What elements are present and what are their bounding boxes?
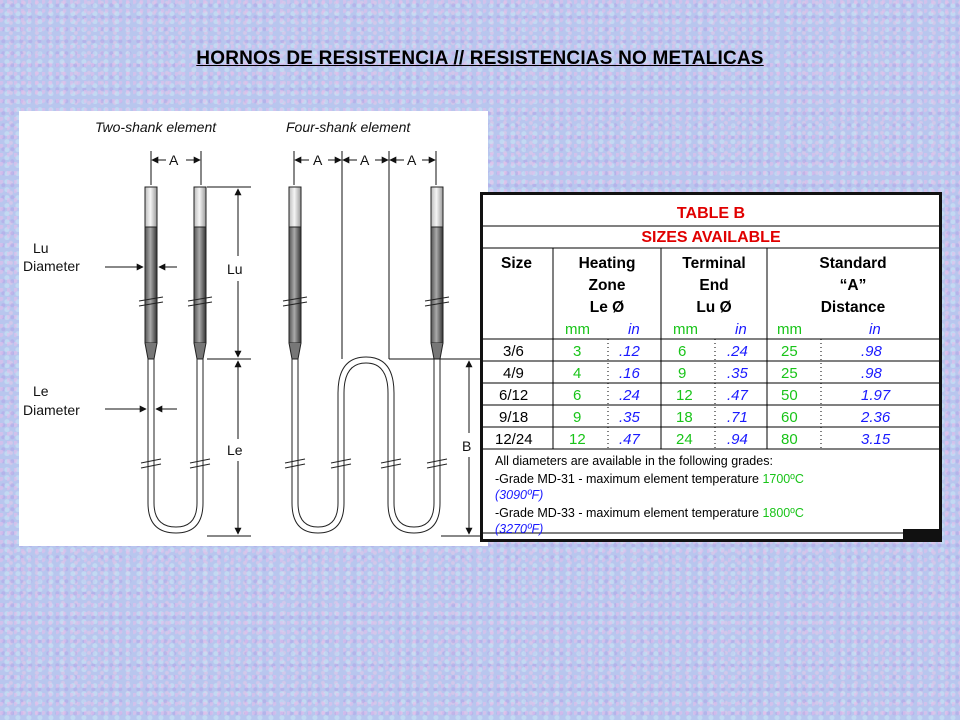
table-row-2: [503, 365, 883, 382]
col-heating-line2: Zone: [588, 277, 626, 294]
note-grade-1: [495, 472, 804, 486]
row-le-mm: 4: [573, 365, 582, 382]
dim-a-four-shank: [294, 151, 436, 359]
grade-1-fahrenheit: (3090ºF): [495, 488, 544, 502]
row-a-in: .98: [861, 343, 882, 360]
grade-2-fahrenheit: (3270ºF): [495, 522, 544, 536]
col-heating-line1: Heating: [578, 255, 636, 272]
note-grade-2: [495, 506, 804, 520]
col-size-header: Size: [501, 255, 533, 272]
col-standard-line1: Standard: [819, 255, 887, 272]
row-lu-mm: 12: [676, 387, 693, 404]
row-size: 3/6: [503, 343, 524, 360]
row-size: 6/12: [499, 387, 529, 404]
lu-diameter-line2: Diameter: [23, 258, 80, 274]
row-a-in: 3.15: [861, 431, 891, 448]
row-a-mm: 25: [781, 343, 798, 360]
unit-in-a: in: [869, 321, 881, 338]
row-lu-in: .71: [727, 409, 748, 426]
table-row-1: [503, 343, 883, 360]
row-le-mm: 3: [573, 343, 582, 360]
lu-diameter-line1: Lu: [33, 240, 49, 256]
row-lu-mm: 6: [678, 343, 687, 360]
dim-a-two-shank: [151, 151, 201, 185]
row-size: 12/24: [495, 431, 533, 448]
row-le-in: .12: [619, 343, 640, 360]
two-shank-label: Two-shank element: [95, 119, 217, 135]
col-standard-line3: Distance: [820, 299, 886, 316]
table-subtitle: SIZES AVAILABLE: [641, 229, 781, 246]
row-le-mm: 9: [573, 409, 582, 426]
four-shank-element: [283, 187, 449, 533]
lu-dimension-label: Lu: [227, 261, 243, 277]
slide-title: HORNOS DE RESISTENCIA // RESISTENCIAS NO METALICAS: [196, 48, 764, 69]
dim-a-label-2: A: [360, 152, 370, 168]
dim-a-label-3: A: [407, 152, 417, 168]
b-dimension-label: B: [462, 438, 472, 454]
col-heating-line3: Le Ø: [589, 299, 625, 316]
four-shank-label: Four-shank element: [286, 119, 411, 135]
grade-1-celsius: 1700ºC: [762, 472, 804, 486]
grade-2-text: -Grade MD-33 - maximum element temperature: [495, 506, 763, 520]
row-a-mm: 25: [781, 365, 798, 382]
dim-a-label: A: [169, 152, 179, 168]
table-row-5: [495, 431, 891, 448]
col-terminal-line3: Lu Ø: [696, 299, 732, 316]
table-row-3: [499, 387, 891, 404]
row-lu-in: .94: [727, 431, 748, 448]
col-terminal-line2: End: [699, 277, 729, 294]
unit-in-lu: in: [735, 321, 747, 338]
row-le-in: .16: [619, 365, 640, 382]
row-le-in: .47: [619, 431, 640, 448]
le-dimension-label: Le: [227, 442, 243, 458]
row-le-in: .24: [619, 387, 640, 404]
row-a-mm: 50: [781, 387, 798, 404]
row-lu-in: .24: [727, 343, 748, 360]
col-standard-line2: “A”: [839, 277, 867, 294]
le-diameter-line1: Le: [33, 383, 49, 399]
row-a-in: .98: [861, 365, 882, 382]
dim-a-label-1: A: [313, 152, 323, 168]
row-size: 9/18: [499, 409, 529, 426]
dim-b: [389, 359, 481, 536]
row-size: 4/9: [503, 365, 524, 382]
row-lu-mm: 18: [676, 409, 693, 426]
unit-mm-lu: mm: [673, 321, 698, 338]
table-row-4: [499, 409, 891, 426]
unit-in-le: in: [628, 321, 640, 338]
note-intro: All diameters are available in the following grades:: [495, 454, 773, 468]
grade-2-celsius: 1800ºC: [762, 506, 804, 520]
two-shank-element: [139, 187, 212, 533]
row-a-mm: 60: [781, 409, 798, 426]
le-diameter-line2: Diameter: [23, 402, 80, 418]
row-lu-in: .35: [727, 365, 748, 382]
row-a-in: 2.36: [861, 409, 891, 426]
row-a-mm: 80: [781, 431, 798, 448]
row-le-mm: 6: [573, 387, 582, 404]
row-a-in: 1.97: [861, 387, 891, 404]
element-diagram: [19, 111, 488, 546]
dim-lu-le: [207, 187, 251, 536]
unit-mm-le: mm: [565, 321, 590, 338]
row-lu-mm: 9: [678, 365, 687, 382]
grade-1-text: -Grade MD-31 - maximum element temperature: [495, 472, 763, 486]
row-le-mm: 12: [569, 431, 586, 448]
row-lu-mm: 24: [676, 431, 693, 448]
row-lu-in: .47: [727, 387, 748, 404]
unit-mm-a: mm: [777, 321, 802, 338]
col-terminal-line1: Terminal: [682, 255, 746, 272]
row-le-in: .35: [619, 409, 640, 426]
sizes-table: [480, 192, 942, 542]
table-title: TABLE B: [676, 205, 746, 222]
